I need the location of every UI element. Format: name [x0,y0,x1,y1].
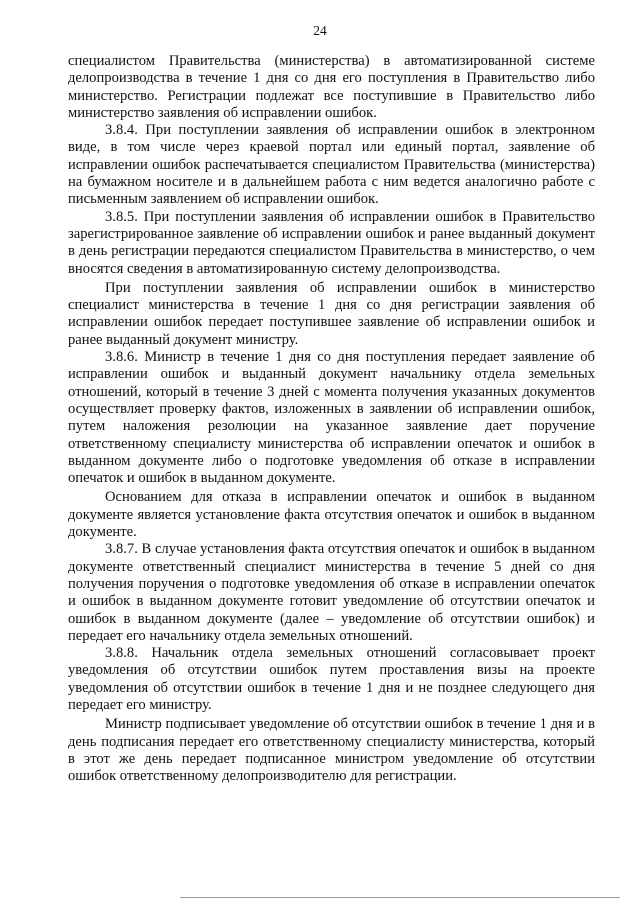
paragraph-3-8-5: 3.8.5. При поступлении заявления об исправлении ошибок в Правительство зарегистрированное заявление об исправлении ошибок и ранее выданный документ в день регистрации передаются специалистом Правительства в министерство, о чем вносятся сведения в автоматизированную систему делопроизводства. [68,208,595,277]
paragraph-3-8-6: 3.8.6. Министр в течение 1 дня со дня поступления передает заявление об исправлении ошибок и выданный документ начальнику отдела земельных отношений, который в течение 3 дней с момента получения указанных документов осуществляет проверку фактов, изложенных в заявлении об исправлении ошибок, путем наложения резолюции на указанное заявление дает поручение ответственному специалисту министерства об исправлении опечаток и ошибок в выданном документе либо о подготовке уведомления об отказе в исправлении опечаток и ошибок в выданном документе. [68,349,595,487]
scan-edge-line [180,897,620,898]
paragraph-continuation: специалистом Правительства (министерства) в автоматизированной системе делопроизводства в течение 1 дня со дня его поступления в Правительство либо министерство. Регистрации подлежат все поступившие в Правительство либо министерство заявления об исправлении ошибок. [68,53,595,121]
paragraph-ministry-receipt: При поступлении заявления об исправлении ошибок в министерство специалист министерства в течение 1 дня со дня регистрации заявления об исправлении ошибок передает поступившее заявление об исправлении ошибок и ранее выданный документ министру. [68,279,595,348]
paragraph-3-8-8: 3.8.8. Начальник отдела земельных отношений согласовывает проект уведомления об отсутствии ошибок путем проставления визы на проекте уведомления об отсутствии ошибок в течение 1 дня и не позднее следующего дня передает его министру. [68,645,595,713]
paragraph-3-8-4: 3.8.4. При поступлении заявления об исправлении ошибок в электронном виде, в том числе через краевой портал или единый портал, заявление об исправлении ошибок распечатывается специалистом Правительства (министерства) на бумажном носителе и в дальнейшем работа с ним ведется аналогично работе с письменным заявлением об исправлении ошибок. [68,122,595,208]
paragraph-refusal-grounds: Основанием для отказа в исправлении опечаток и ошибок в выданном документе является установление факта отсутствия опечаток и ошибок в выданном документе. [68,489,595,541]
paragraph-minister-signs: Министр подписывает уведомление об отсутствии ошибок в течение 1 дня и в день подписания передает его ответственному специалисту министерства, который в этот же день передает подписанное министром уведомление об отсутствии ошибок ответственному делопроизводителю для регистрации. [68,716,595,785]
paragraph-3-8-7: 3.8.7. В случае установления факта отсутствия опечаток и ошибок в выданном документе ответственный специалист министерства в течение 5 дней со дня получения поручения о подготовке уведомления об отказе в исправлении опечаток и ошибок в выданном документе готовит уведомление об отсутствии опечаток и ошибок в выданном документе (далее – уведомление об отсутствии ошибок) и передает его начальнику отдела земельных отношений. [68,541,595,644]
document-body [68,53,595,785]
page-number: 24 [313,23,327,38]
